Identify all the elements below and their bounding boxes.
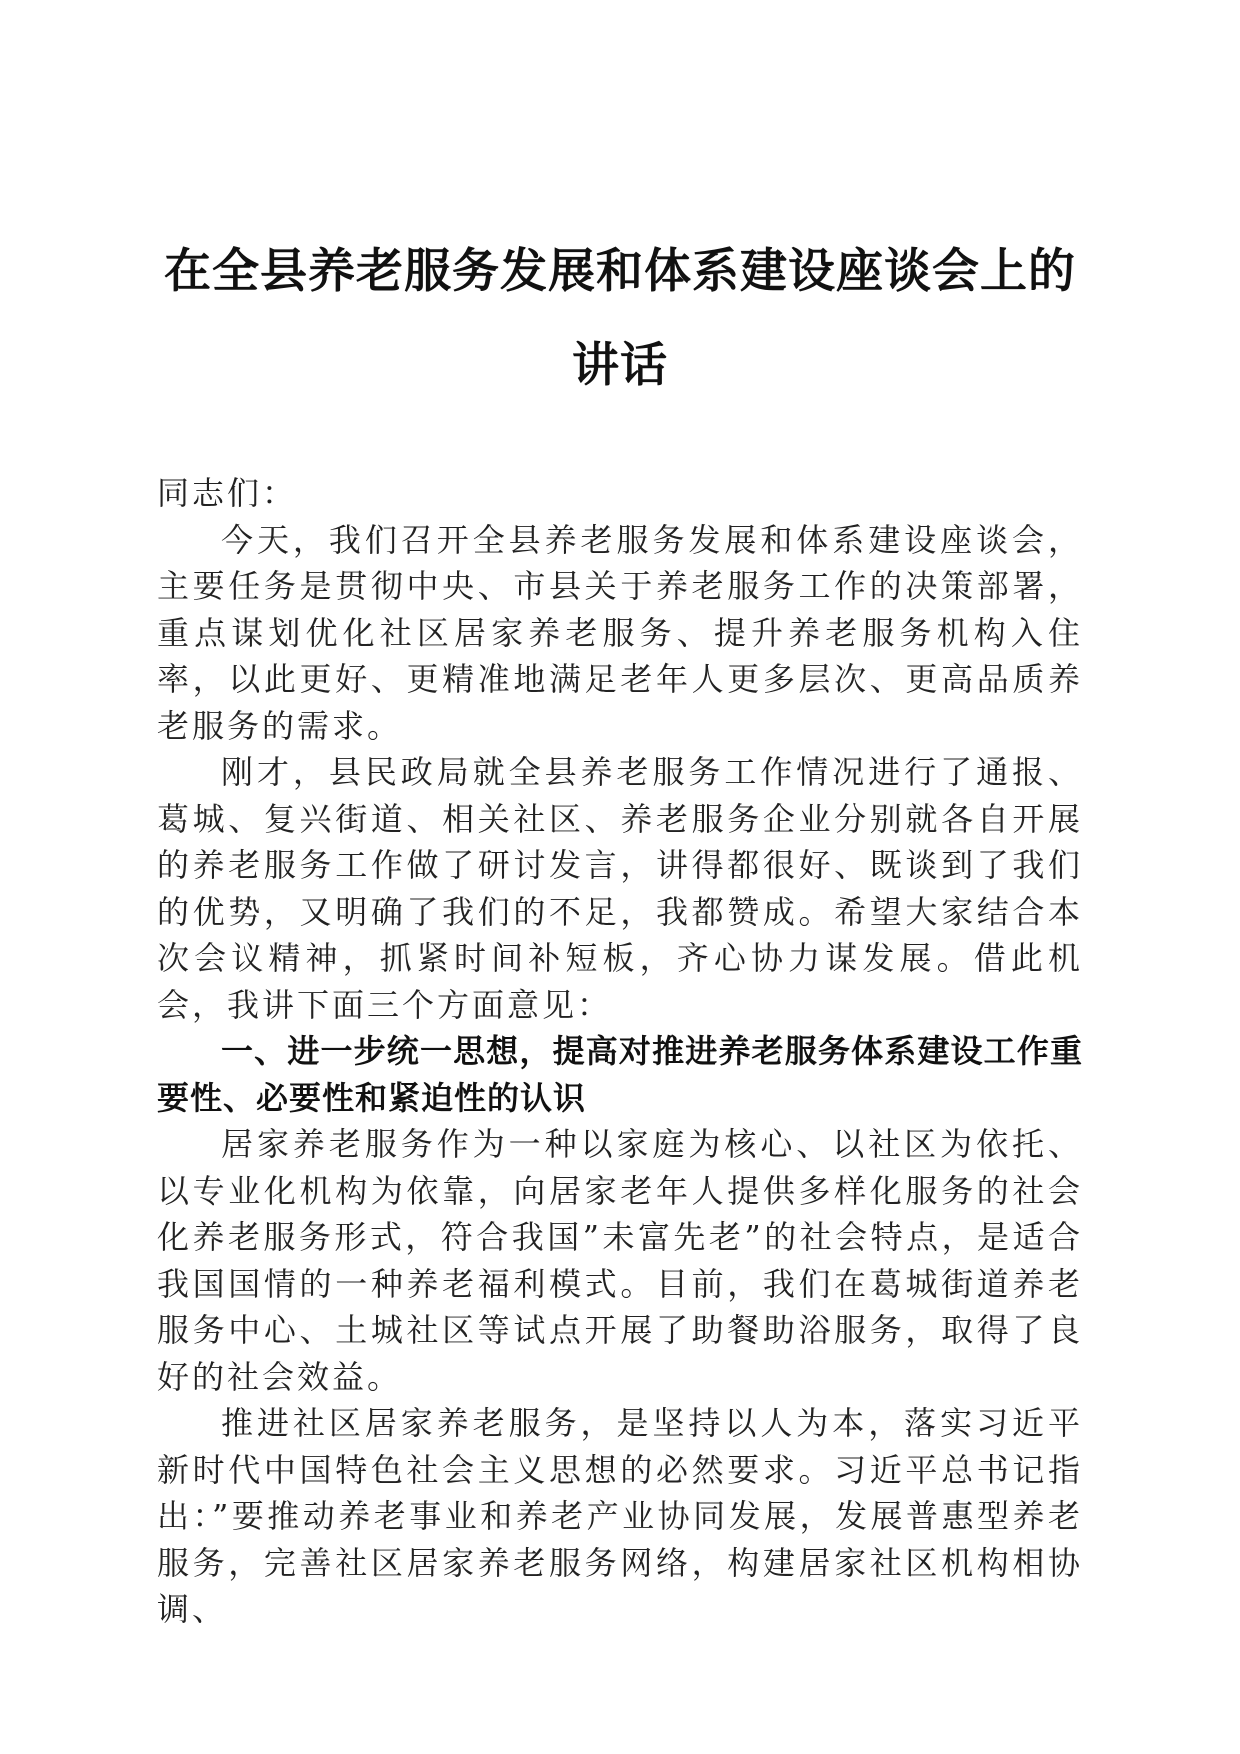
body-paragraph: 推进社区居家养老服务，是坚持以人为本，落实习近平新时代中国特色社会主义思想的必然要求。习近平总书记指出：”要推动养老事业和养老产业协同发展，发展普惠型养老服务，完善社区居家养老服务网络，构建居家社区机构相协调、 [157,1404,1083,1628]
body-paragraph: 居家养老服务作为一种以家庭为核心、以社区为依托、以专业化机构为依靠，向居家老年人提供多样化服务的社会化养老服务形式，符合我国”未富先老”的社会特点，是适合我国国情的一种养老福利模式。目前，我们在葛城街道养老服务中心、土城社区等试点开展了助餐助浴服务，取得了良好的社会效益。 [157,1125,1083,1396]
document-title: 在全县养老服务发展和体系建设座谈会上的讲话 [164,244,1076,393]
body-paragraph: 刚才，县民政局就全县养老服务工作情况进行了通报、葛城、复兴街道、相关社区、养老服务企业分别就各自开展的养老服务工作做了研讨发言，讲得都很好、既谈到了我们的优势，又明确了我们的不足，我都赞成。希望大家结合本次会议精神，抓紧时间补短板，齐心协力谋发展。借此机会，我讲下面三个方面意见： [157,753,1083,1024]
salutation: 同志们： [157,474,298,512]
document-body [157,470,1083,1633]
body-paragraph: 今天，我们召开全县养老服务发展和体系建设座谈会，主要任务是贯彻中央、市县关于养老服务工作的决策部署，重点谋划优化社区居家养老服务、提升养老服务机构入住率，以此更好、更精准地满足老年人更多层次、更高品质养老服务的需求。 [157,520,1083,745]
section-heading: 一、进一步统一思想，提高对推进养老服务体系建设工作重要性、必要性和紧迫性的认识 [157,1032,1083,1117]
